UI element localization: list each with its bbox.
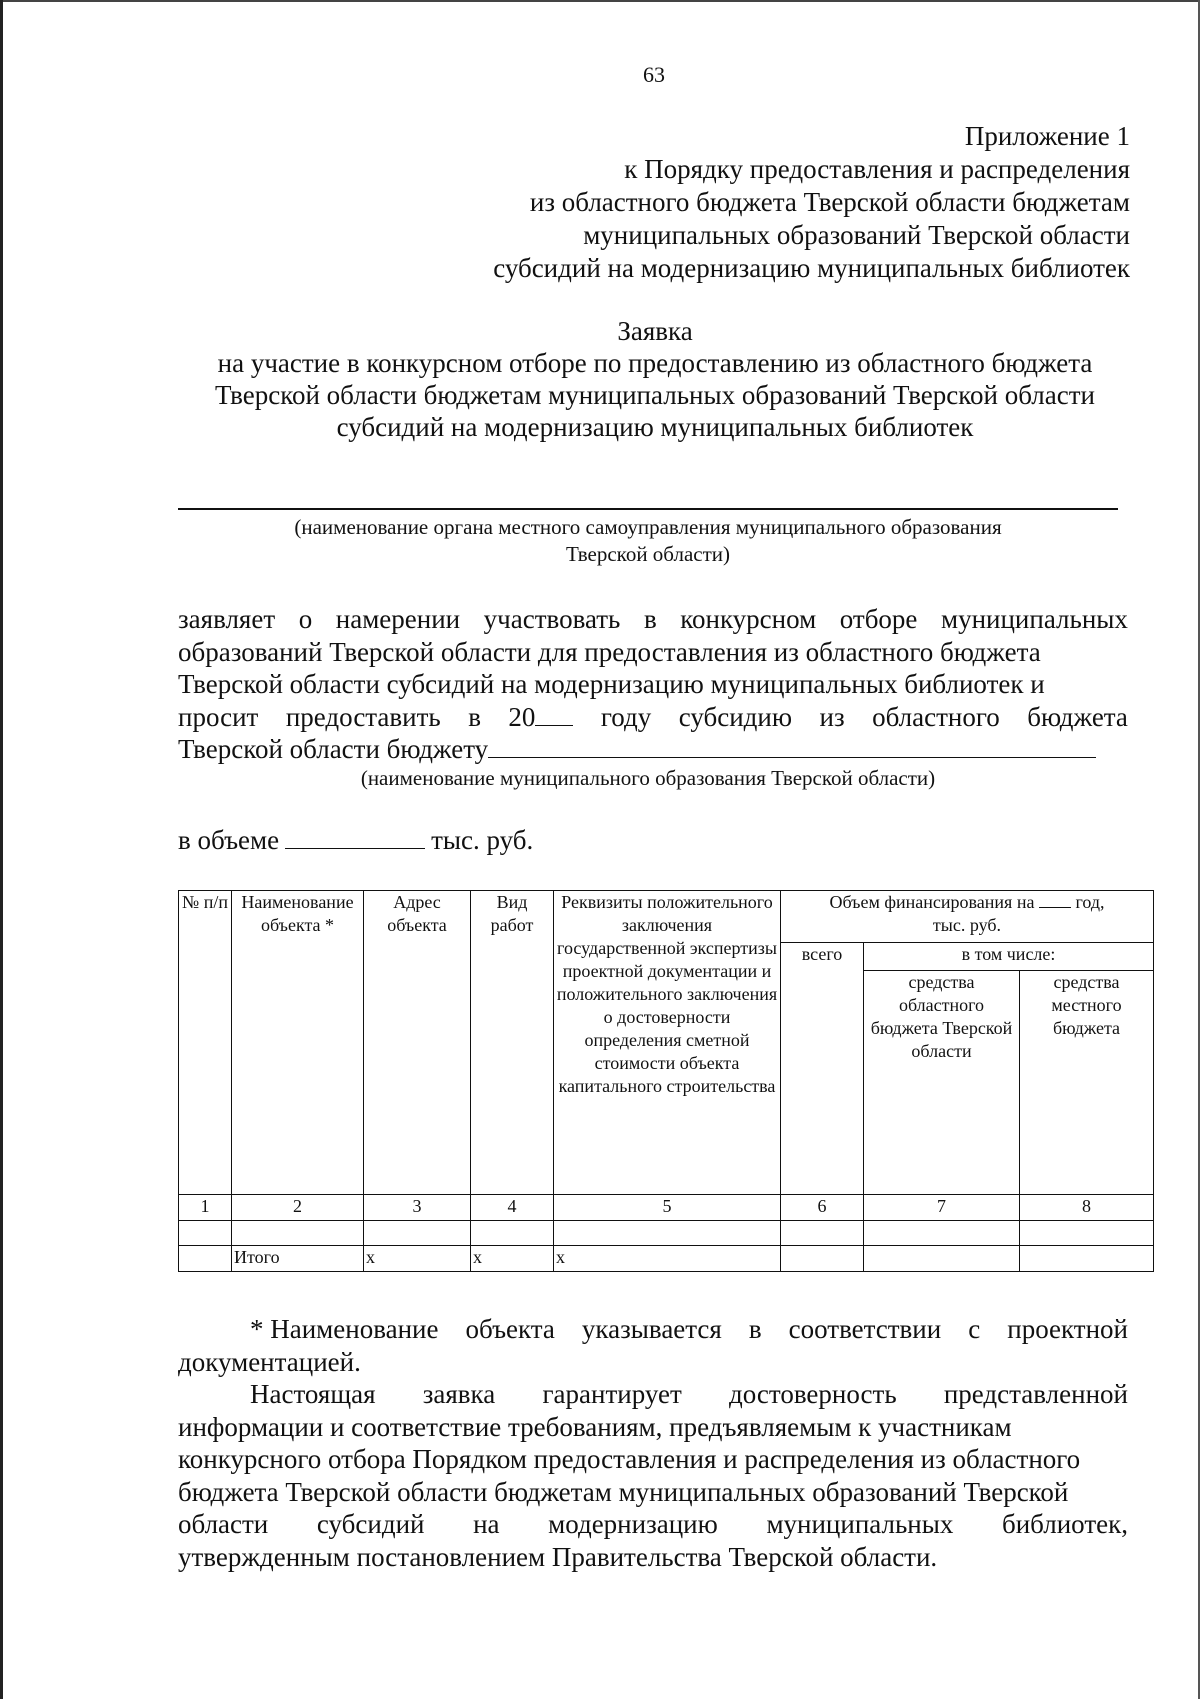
funding-units: тыс. руб. — [932, 915, 1002, 935]
word: предоставить — [285, 701, 441, 732]
word: проектной — [1007, 1314, 1128, 1344]
volume-blank[interactable] — [285, 826, 425, 849]
statement-line-1 — [178, 603, 1128, 636]
header-local: средства местного бюджета — [1020, 971, 1154, 1195]
org-name-blank-line[interactable] — [178, 508, 1118, 510]
x-mark: x — [471, 1246, 554, 1272]
paragraph-line — [178, 1378, 1128, 1411]
title-line: Тверской области бюджетам муниципальных образований Тверской области — [215, 380, 1095, 410]
header-total: всего — [781, 943, 864, 1195]
header-works: Вид работ — [471, 891, 554, 1195]
word: в — [643, 604, 657, 634]
cell[interactable] — [1020, 1246, 1154, 1272]
word: области — [178, 1509, 269, 1539]
org-name-caption — [178, 514, 1118, 568]
appendix-line: Приложение 1 — [964, 121, 1130, 151]
header-address: Адрес объекта — [364, 891, 471, 1195]
word: бюджета — [1027, 701, 1128, 732]
statement-line-2: образований Тверской области для предоставления из областного бюджета — [178, 636, 1041, 667]
appendix-line: муниципальных образований Тверской области — [583, 220, 1130, 250]
column-number: 7 — [864, 1195, 1020, 1221]
title-line: на участие в конкурсном отборе по предоставлению из областного бюджета — [217, 348, 1093, 378]
word: Тверской области бюджету — [178, 734, 489, 764]
paragraph-line: конкурсного отбора Порядком предоставления и распределения из областного — [178, 1444, 1081, 1474]
word: в — [468, 701, 481, 732]
funding-label: Объем финансирования на — [829, 892, 1035, 912]
org-caption-line: Тверской области) — [565, 542, 731, 566]
column-number: 5 — [554, 1195, 781, 1221]
statement-line-5 — [178, 733, 1128, 766]
cell[interactable] — [781, 1221, 864, 1246]
word: муниципальных — [766, 1509, 954, 1539]
column-number: 2 — [232, 1195, 364, 1221]
header-num: № п/п — [179, 891, 232, 1195]
word: о — [298, 604, 313, 634]
year-blank[interactable] — [535, 701, 573, 726]
header-funding — [781, 891, 1154, 943]
word: указывается — [581, 1314, 722, 1344]
year-field — [508, 701, 573, 734]
volume-suffix: тыс. руб. — [431, 825, 534, 855]
column-number-row — [179, 1195, 1154, 1221]
title-line: субсидий на модернизацию муниципальных библиотек — [336, 412, 974, 442]
appendix-line: из областного бюджета Тверской области бюджетам — [529, 187, 1130, 217]
appendix-line: к Порядку предоставления и распределения — [624, 154, 1130, 184]
year-prefix: 20 — [508, 701, 536, 732]
org-caption-line: (наименование органа местного самоуправления муниципального образования — [294, 515, 1002, 539]
cell[interactable] — [864, 1246, 1020, 1272]
table-row — [179, 1221, 1154, 1246]
cell[interactable] — [1020, 1221, 1154, 1246]
word: субсидию — [678, 701, 793, 732]
footnote-section — [178, 1313, 1128, 1573]
scan-border-top — [0, 0, 1200, 2]
column-number: 6 — [781, 1195, 864, 1221]
mo-name-caption: (наименование муниципального образования Тверской области) — [360, 766, 936, 790]
table-header-row — [179, 891, 1154, 943]
paragraph-line: информации и соответствие требованиям, предъявляемым к участникам — [178, 1411, 1012, 1442]
column-number: 3 — [364, 1195, 471, 1221]
total-row — [179, 1246, 1154, 1272]
x-mark: x — [364, 1246, 471, 1272]
mo-name-blank[interactable] — [488, 733, 1096, 758]
word: библиотек, — [1002, 1509, 1128, 1539]
cell[interactable] — [781, 1246, 864, 1272]
column-number: 8 — [1020, 1195, 1154, 1221]
header-requisites: Реквизиты положительного заключения государственной экспертизы проектной документации и положительного заключения о достоверности определения сметной стоимости объекта капитального строительства — [554, 891, 781, 1195]
page-number: 63 — [643, 62, 665, 87]
word: году — [600, 701, 652, 732]
cell[interactable] — [179, 1221, 232, 1246]
word: объекта — [465, 1314, 555, 1344]
word: Настоящая — [250, 1379, 376, 1409]
word: из — [819, 701, 845, 732]
word: просит — [178, 701, 259, 732]
word: в — [748, 1314, 762, 1344]
word: субсидий — [316, 1509, 425, 1539]
word: муниципальных — [940, 604, 1128, 634]
header-name: Наименование объекта * — [232, 891, 364, 1195]
cell[interactable] — [554, 1221, 781, 1246]
appendix-header — [493, 120, 1130, 285]
paragraph-line — [178, 1508, 1128, 1541]
title-heading: Заявка — [617, 316, 693, 346]
word: намерении — [335, 604, 461, 634]
statement-line-3: Тверской области субсидий на модернизацию муниципальных библиотек и — [178, 669, 1045, 699]
column-number: 4 — [471, 1195, 554, 1221]
header-including: в том числе: — [864, 943, 1154, 971]
word: представленной — [943, 1379, 1128, 1409]
funding-year-blank[interactable] — [1039, 891, 1071, 908]
cell[interactable] — [864, 1221, 1020, 1246]
word: соответствии — [788, 1314, 942, 1344]
word: заявляет — [178, 604, 276, 634]
word: * Наименование — [250, 1314, 439, 1344]
funding-year-suffix: год, — [1075, 892, 1105, 912]
appendix-line: субсидий на модернизацию муниципальных библиотек — [493, 253, 1130, 283]
paragraph-line: утвержденным постановлением Правительства Тверской области. — [178, 1541, 938, 1572]
paragraph-line: бюджета Тверской области бюджетам муниципальных образований Тверской — [178, 1476, 1069, 1507]
volume-line — [178, 825, 533, 856]
word: участвовать — [483, 604, 621, 634]
word: заявка — [422, 1379, 496, 1409]
header-regional: средства областного бюджета Тверской области — [864, 971, 1020, 1195]
column-number: 1 — [179, 1195, 232, 1221]
footnote-line: документацией. — [178, 1346, 361, 1377]
word: модернизацию — [548, 1509, 718, 1539]
funding-table — [178, 890, 1154, 1272]
total-label: Итого — [232, 1246, 364, 1272]
word: достоверность — [729, 1379, 897, 1409]
cell[interactable] — [179, 1246, 232, 1272]
scan-border-left — [0, 0, 3, 1699]
footnote-line — [178, 1313, 1128, 1346]
statement-paragraph — [178, 603, 1128, 766]
cell[interactable] — [232, 1221, 364, 1246]
volume-prefix: в объеме — [178, 825, 280, 855]
statement-line-4 — [178, 701, 1128, 734]
x-mark: x — [554, 1246, 781, 1272]
word: с — [968, 1314, 981, 1344]
word: на — [473, 1509, 500, 1539]
word: гарантирует — [542, 1379, 682, 1409]
word: областного — [872, 701, 1000, 732]
cell[interactable] — [364, 1221, 471, 1246]
cell[interactable] — [471, 1221, 554, 1246]
document-title — [140, 315, 1170, 443]
word: конкурсном — [680, 604, 817, 634]
word: отборе — [839, 604, 918, 634]
